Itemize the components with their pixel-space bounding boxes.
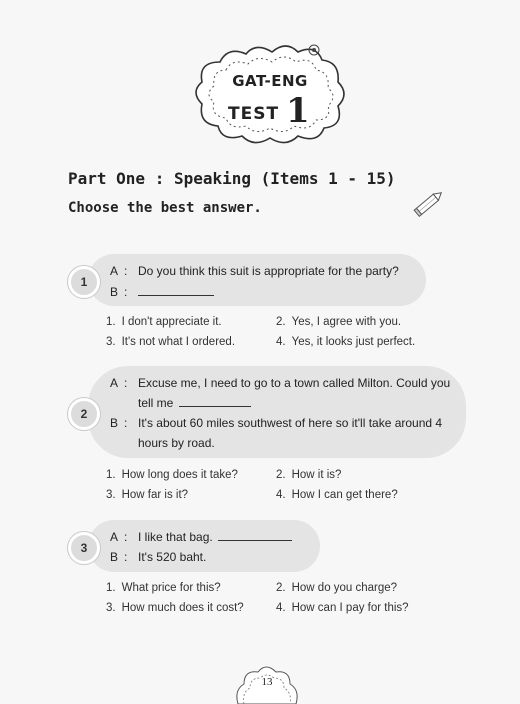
option-number: 2. [276, 469, 286, 481]
dialog-line: Excuse me, I need to go to a town called Milton. Could you [138, 376, 451, 390]
option-2-3[interactable] [106, 489, 188, 501]
option-number: 2. [276, 582, 286, 594]
option-3-2[interactable] [276, 582, 397, 594]
speaker-colon: : [124, 285, 128, 299]
dialog-line-cont: hours by road. [138, 436, 215, 450]
question-number-2: 2 [68, 398, 100, 430]
dialog-text: tell me [138, 396, 174, 410]
test-badge [190, 42, 350, 146]
question-number-3: 3 [68, 532, 100, 564]
dialog-text: I like that bag. [138, 530, 213, 544]
option-text: How do you charge? [291, 582, 398, 594]
option-text: How long does it take? [121, 469, 238, 481]
option-number: 4. [276, 602, 286, 614]
option-text: Yes, it looks just perfect. [291, 336, 416, 348]
option-text: How much does it cost? [121, 602, 244, 614]
option-text: How it is? [291, 469, 342, 481]
cloud-frame-icon [190, 42, 350, 146]
option-number: 2. [276, 316, 286, 328]
option-1-1[interactable] [106, 316, 222, 328]
dialog-bubble-3 [88, 520, 320, 572]
speaker-colon: : [124, 550, 128, 564]
speaker-colon: : [124, 530, 128, 544]
option-text: I don't appreciate it. [121, 316, 222, 328]
speaker-label: A [110, 264, 119, 278]
option-1-4[interactable] [276, 336, 415, 348]
badge-title: GAT-ENG [232, 72, 308, 90]
option-3-4[interactable] [276, 602, 409, 614]
option-1-2[interactable] [276, 316, 401, 328]
speaker-label: B [110, 416, 119, 430]
answer-blank [179, 396, 251, 407]
speaker-colon: : [124, 376, 128, 390]
option-number: 4. [276, 489, 286, 501]
option-2-4[interactable] [276, 489, 398, 501]
dialog-line [138, 530, 292, 544]
option-number: 3. [106, 336, 116, 348]
page-number: 13 [261, 676, 273, 688]
option-number: 1. [106, 469, 116, 481]
dialog-line: Do you think this suit is appropriate for the party? [138, 264, 399, 278]
option-1-3[interactable] [106, 336, 235, 348]
option-2-1[interactable] [106, 469, 238, 481]
option-number: 3. [106, 602, 116, 614]
dialog-line-cont [138, 396, 251, 410]
option-text: How can I pay for this? [291, 602, 409, 614]
speaker-label: A [110, 530, 119, 544]
option-number: 4. [276, 336, 286, 348]
speaker-label: B [110, 285, 119, 299]
option-text: How I can get there? [291, 489, 398, 501]
answer-blank [218, 530, 292, 541]
option-text: Yes, I agree with you. [291, 316, 402, 328]
pencil-icon [412, 186, 446, 220]
dialog-line: It's about 60 miles southwest of here so it'll take around 4 [138, 416, 443, 430]
question-number-1: 1 [68, 266, 100, 298]
speaker-label: A [110, 376, 119, 390]
option-text: What price for this? [121, 582, 221, 594]
option-text: How far is it? [121, 489, 189, 501]
answer-blank [136, 285, 214, 299]
speaker-colon: : [124, 416, 128, 430]
speaker-colon: : [124, 264, 128, 278]
speaker-label: B [110, 550, 119, 564]
option-number: 3. [106, 489, 116, 501]
option-number: 1. [106, 316, 116, 328]
option-3-1[interactable] [106, 582, 221, 594]
badge-test-label: TEST [228, 104, 280, 124]
badge-test-number: 1 [286, 91, 310, 131]
dialog-line: It's 520 baht. [138, 550, 207, 564]
section-instruction: Choose the best answer. [68, 200, 262, 216]
option-3-3[interactable] [106, 602, 244, 614]
option-text: It's not what I ordered. [121, 336, 236, 348]
option-number: 1. [106, 582, 116, 594]
option-2-2[interactable] [276, 469, 341, 481]
section-title: Part One : Speaking (Items 1 - 15) [68, 169, 396, 188]
